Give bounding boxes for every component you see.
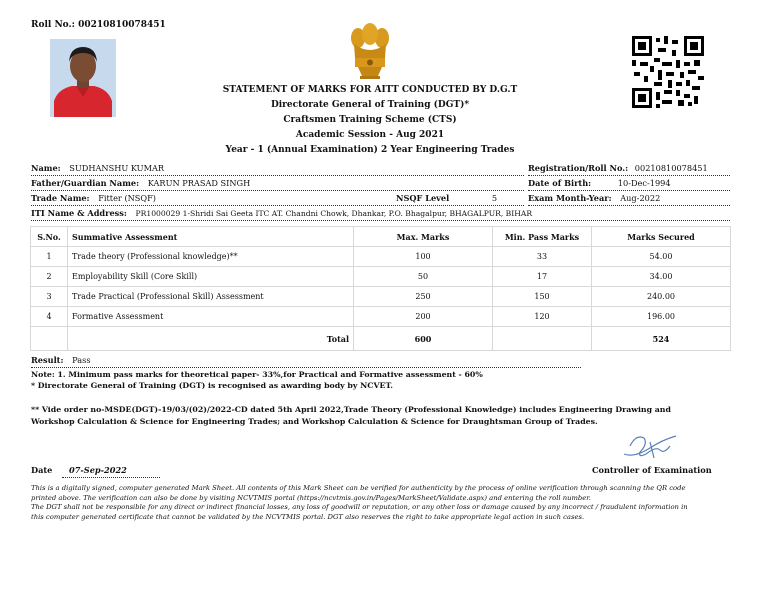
disclaimer-line: printed above. The verification can also be done by visiting NCVTMIS portal (https://ncvtmis.gov.in/Pages/MarkSheet/Validate.aspx) and entering the roll number. — [31, 493, 591, 502]
row-secured: 196.00 — [592, 307, 731, 327]
result-underline — [31, 367, 581, 368]
disclaimer-line: The DGT shall not be responsible for any direct or indirect financial losses, any loss of goodwill or reputation, or any other loss or damage caused by any incorrect / fraudulent information in — [31, 503, 688, 512]
iti-underline — [31, 220, 730, 221]
result-field — [31, 355, 91, 365]
dob-label: Date of Birth: — [528, 178, 592, 188]
dob-field — [528, 178, 671, 188]
total-min-blank — [493, 327, 592, 351]
cts-heading: Craftsmen Training Scheme (CTS) — [283, 115, 457, 125]
dgt-heading: Directorate General of Training (DGT)* — [270, 100, 470, 110]
note-vide-order-2: Workshop Calculation & Science for Engineering Trades; and Workshop Calculation & Science for Draughtsman Group of Trades. — [31, 417, 598, 426]
col-assessment: Summative Assessment — [68, 227, 354, 247]
signature-icon — [620, 428, 688, 464]
row-sno: 4 — [31, 307, 68, 327]
total-label: Total — [68, 327, 354, 351]
row-secured: 54.00 — [592, 247, 731, 267]
row-sno: 3 — [31, 287, 68, 307]
session-heading: Academic Session - Aug 2021 — [295, 130, 445, 140]
date-underline — [62, 477, 160, 478]
date-value: 07-Sep-2022 — [69, 465, 127, 475]
trade-field — [31, 193, 156, 203]
row-sno: 1 — [31, 247, 68, 267]
nsqf-field — [396, 193, 497, 203]
registration-label: Registration/Roll No.: — [528, 163, 629, 173]
row-min: 17 — [493, 267, 592, 287]
disclaimer-line: This is a digitally signed, computer generated Mark Sheet. All contents of this Mark Sheet can be verified for authenticity by the process of online verification through scanning the QR code — [31, 484, 686, 492]
name-label: Name: — [31, 163, 61, 173]
row-min: 33 — [493, 247, 592, 267]
result-label: Result: — [31, 355, 64, 365]
table-row — [31, 307, 731, 327]
trade-label: Trade Name: — [31, 193, 90, 203]
registration-value: 00210810078451 — [634, 163, 708, 173]
marks-table — [30, 226, 731, 351]
iti-field — [31, 208, 532, 218]
row-max: 100 — [354, 247, 493, 267]
col-max-marks: Max. Marks — [354, 227, 493, 247]
emblem-icon — [348, 20, 392, 82]
row-subject: Trade Practical (Professional Skill) Assessment — [68, 287, 354, 307]
exam-field — [528, 193, 660, 203]
result-value: Pass — [72, 355, 91, 365]
father-label: Father/Guardian Name: — [31, 178, 140, 188]
exam-label: Exam Month-Year: — [528, 193, 612, 203]
table-row — [31, 267, 731, 287]
father-field — [31, 178, 250, 188]
row-max: 250 — [354, 287, 493, 307]
trade-value: Fitter (NSQF) — [98, 193, 156, 203]
trade-underline — [31, 205, 524, 206]
row-secured: 240.00 — [592, 287, 731, 307]
note-pass-marks: Note: 1. Minimum pass marks for theoretical paper- 33%,for Practical and Formative assessment - 60% — [31, 370, 483, 379]
total-secured: 524 — [592, 327, 731, 351]
name-underline — [31, 175, 524, 176]
controller-title: Controller of Examination — [592, 465, 712, 475]
total-row — [31, 327, 731, 351]
note-ncvet: * Directorate General of Training (DGT) is recognised as awarding body by NCVET. — [31, 381, 393, 390]
national-emblem — [348, 20, 392, 82]
name-field — [31, 163, 164, 173]
row-max: 50 — [354, 267, 493, 287]
father-value: KARUN PRASAD SINGH — [147, 178, 251, 188]
roll-number: Roll No.: 00210810078451 — [31, 20, 166, 30]
date-field — [31, 465, 127, 475]
disclaimer-line: this computer generated certificate that cannot be validated by the NCVTMIS portal. DGT also reserves the right to take appropriate legal action in such cases. — [31, 512, 585, 521]
iti-label: ITI Name & Address: — [31, 208, 127, 218]
row-secured: 34.00 — [592, 267, 731, 287]
year-heading: Year - 1 (Annual Examination) 2 Year Engineering Trades — [225, 145, 515, 155]
registration-field — [528, 163, 708, 173]
disclaimer — [31, 484, 731, 522]
registration-underline — [528, 175, 730, 176]
dob-value: 10-Dec-1994 — [617, 178, 671, 188]
qr-code-icon — [632, 36, 704, 108]
table-row — [31, 287, 731, 307]
row-sno: 2 — [31, 267, 68, 287]
col-sno: S.No. — [31, 227, 68, 247]
row-subject: Employability Skill (Core Skill) — [68, 267, 354, 287]
date-label: Date — [31, 465, 53, 475]
total-blank — [31, 327, 68, 351]
note-vide-order-1: ** Vide order no-MSDE(DGT)-19/03/(02)/2022-CD dated 5th April 2022,Trade Theory (Professional Knowledge) includes Engineering Drawing and — [31, 405, 671, 414]
dob-underline — [528, 190, 730, 191]
row-max: 200 — [354, 307, 493, 327]
exam-value: Aug-2022 — [620, 193, 661, 203]
total-max: 600 — [354, 327, 493, 351]
row-subject: Formative Assessment — [68, 307, 354, 327]
name-value: SUDHANSHU KUMAR — [69, 163, 165, 173]
table-row — [31, 247, 731, 267]
row-min: 150 — [493, 287, 592, 307]
table-header-row — [31, 227, 731, 247]
qr-code — [632, 36, 704, 108]
iti-value: PR1000029 1-Shridi Sai Geeta ITC AT. Chandni Chowk, Dhankar, P.O. Bhagalpur, BHAGALPUR, BIHAR — [135, 209, 533, 218]
row-min: 120 — [493, 307, 592, 327]
father-underline — [31, 190, 524, 191]
exam-underline — [528, 205, 730, 206]
col-marks-secured: Marks Secured — [592, 227, 731, 247]
col-min-pass: Min. Pass Marks — [493, 227, 592, 247]
nsqf-value: 5 — [491, 193, 498, 203]
statement-title: STATEMENT OF MARKS FOR AITT CONDUCTED BY D.G.T — [222, 85, 518, 95]
nsqf-label: NSQF Level — [396, 193, 450, 203]
controller-signature — [620, 428, 688, 464]
row-subject: Trade theory (Professional knowledge)** — [68, 247, 354, 267]
